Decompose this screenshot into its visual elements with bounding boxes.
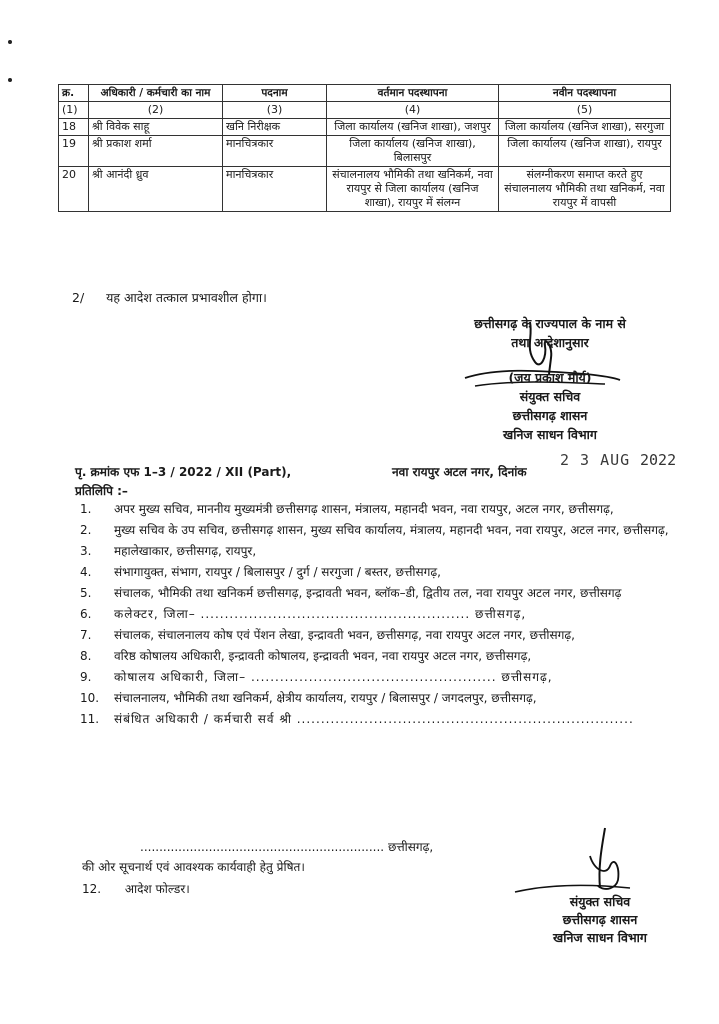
- list-item: 1. अपर मुख्य सचिव, माननीय मुख्यमंत्री छत्तीसगढ़ शासन, मंत्रालय, महानदी भवन, नवा रायपुर, अटल नगर, छत्तीसगढ़,: [80, 502, 614, 516]
- list-item: 10. संचालनालय, भौमिकी तथा खनिकर्म, क्षेत्रीय कार्यालय, रायपुर / बिलासपुर / जगदलपुर, छत्तीसगढ़,: [80, 691, 537, 705]
- index-cell: (2): [89, 102, 223, 119]
- sig2-gov: छत्तीसगढ़ शासन: [562, 912, 638, 927]
- list-item: 11. संबंधित अधिकारी / कर्मचारी सर्व श्री ......................................................................: [80, 712, 634, 726]
- col-header: अधिकारी / कर्मचारी का नाम: [89, 85, 223, 102]
- sig1-line2: तथा आदेशानुसार: [511, 335, 589, 350]
- col-header: वर्तमान पदस्थापना: [327, 85, 499, 102]
- designation: मानचित्रकार: [223, 136, 327, 167]
- sig1-gov: छत्तीसगढ़ शासन: [512, 408, 588, 423]
- reference-number: पृ. क्रमांक एफ 1–3 / 2022 / XII (Part),: [75, 465, 292, 479]
- place-date-label: नवा रायपुर अटल नगर, दिनांक: [392, 465, 527, 479]
- designation: मानचित्रकार: [223, 167, 327, 212]
- table-header-row: [59, 85, 671, 102]
- signature-block-1: [420, 314, 680, 444]
- list-item: 7. संचालक, संचालनालय कोष एवं पेंशन लेखा, इन्द्रावती भवन, छत्तीसगढ़, नवा रायपुर अटल नगर, छत्तीसगढ़,: [80, 628, 575, 642]
- employee-name: श्री प्रकाश शर्मा: [89, 136, 223, 167]
- date-stamp: 2 3 AUG: [560, 451, 631, 469]
- index-cell: (5): [499, 102, 671, 119]
- new-posting: जिला कार्यालय (खनिज शाखा), सरगुजा: [499, 119, 671, 136]
- current-posting: जिला कार्यालय (खनिज शाखा), जशपुर: [327, 119, 499, 136]
- item-12-text: आदेश फोल्डर।: [124, 882, 190, 896]
- transfer-table: [58, 84, 671, 212]
- para-2-number: 2/: [72, 290, 85, 305]
- col-header: नवीन पदस्थापना: [499, 85, 671, 102]
- margin-mark: [8, 40, 12, 44]
- sig2-dept: खनिज साधन विभाग: [553, 930, 647, 945]
- list-item: 2. मुख्य सचिव के उप सचिव, छत्तीसगढ़ शासन, मुख्य सचिव कार्यालय, मंत्रालय, महानदी भवन, नवा रायपुर, अटल नगर, छत्तीसगढ़,: [80, 523, 669, 537]
- row-number: 20: [59, 167, 89, 212]
- list-item: 8. वरिष्ठ कोषालय अधिकारी, इन्द्रावती कोषालय, इन्द्रावती भवन, नवा रायपुर अटल नगर, छत्तीसगढ़,: [80, 649, 532, 663]
- new-posting: जिला कार्यालय (खनिज शाखा), रायपुर: [499, 136, 671, 167]
- para-2-text: यह आदेश तत्काल प्रभावशील होगा।: [106, 290, 267, 305]
- copy-list: [80, 500, 670, 731]
- list-item: 5. संचालक, भौमिकी तथा खनिकर्म छत्तीसगढ़, इन्द्रावती भवन, ब्लॉक–डी, द्वितीय तल, नवा रायपुर अटल नगर, छत्तीसगढ़: [80, 586, 622, 600]
- list-item: 9. कोषालय अधिकारी, जिला– ................................................... छत्तीसगढ़,: [80, 670, 553, 684]
- table-row: [59, 167, 671, 212]
- dotted-line: ................................................................ छत्तीसगढ़,: [140, 840, 434, 854]
- item-12: [82, 880, 190, 897]
- row-number: 18: [59, 119, 89, 136]
- forward-text: की ओर सूचनार्थ एवं आवश्यक कार्यवाही हेतु प्रेषित।: [82, 860, 305, 874]
- sig2-title: संयुक्त सचिव: [569, 894, 631, 909]
- table-row: [59, 119, 671, 136]
- list-item: 4. संभागायुक्त, संभाग, रायपुर / बिलासपुर / दुर्ग / सरगुजा / बस्तर, छत्तीसगढ़,: [80, 565, 441, 579]
- new-posting: संलग्नीकरण समाप्त करते हुए संचालनालय भौमिकी तथा खनिकर्म, नवा रायपुर में वापसी: [499, 167, 671, 212]
- row-number: 19: [59, 136, 89, 167]
- para-2: [72, 289, 267, 306]
- index-cell: (3): [223, 102, 327, 119]
- sig1-line1: छत्तीसगढ़ के राज्यपाल के नाम से: [474, 316, 626, 331]
- current-posting: संचालनालय भौमिकी तथा खनिकर्म, नवा रायपुर से जिला कार्यालय (खनिज शाखा), रायपुर में संलग्न: [327, 167, 499, 212]
- col-header: क्र.: [59, 85, 89, 102]
- table-index-row: [59, 102, 671, 119]
- sig1-name: (जय प्रकाश मौर्य): [508, 370, 592, 385]
- index-cell: (4): [327, 102, 499, 119]
- item-12-number: 12.: [82, 882, 102, 896]
- designation: खनि निरीक्षक: [223, 119, 327, 136]
- table-row: [59, 136, 671, 167]
- sig1-title: संयुक्त सचिव: [519, 389, 581, 404]
- copy-label: प्रतिलिपि :–: [75, 484, 128, 498]
- current-posting: जिला कार्यालय (खनिज शाखा), बिलासपुर: [327, 136, 499, 167]
- index-cell: (1): [59, 102, 89, 119]
- margin-mark: [8, 78, 12, 82]
- list-item: 3. महालेखाकार, छत्तीसगढ़, रायपुर,: [80, 544, 257, 558]
- list-item: 6. कलेक्टर, जिला– ........................................................ छत्तीसगढ़,: [80, 607, 527, 621]
- employee-name: श्री विवेक साहू: [89, 119, 223, 136]
- signature-block-2: [520, 893, 680, 947]
- sig1-dept: खनिज साधन विभाग: [503, 427, 597, 442]
- employee-name: श्री आनंदी ध्रुव: [89, 167, 223, 212]
- date-year: 2022: [640, 451, 677, 469]
- col-header: पदनाम: [223, 85, 327, 102]
